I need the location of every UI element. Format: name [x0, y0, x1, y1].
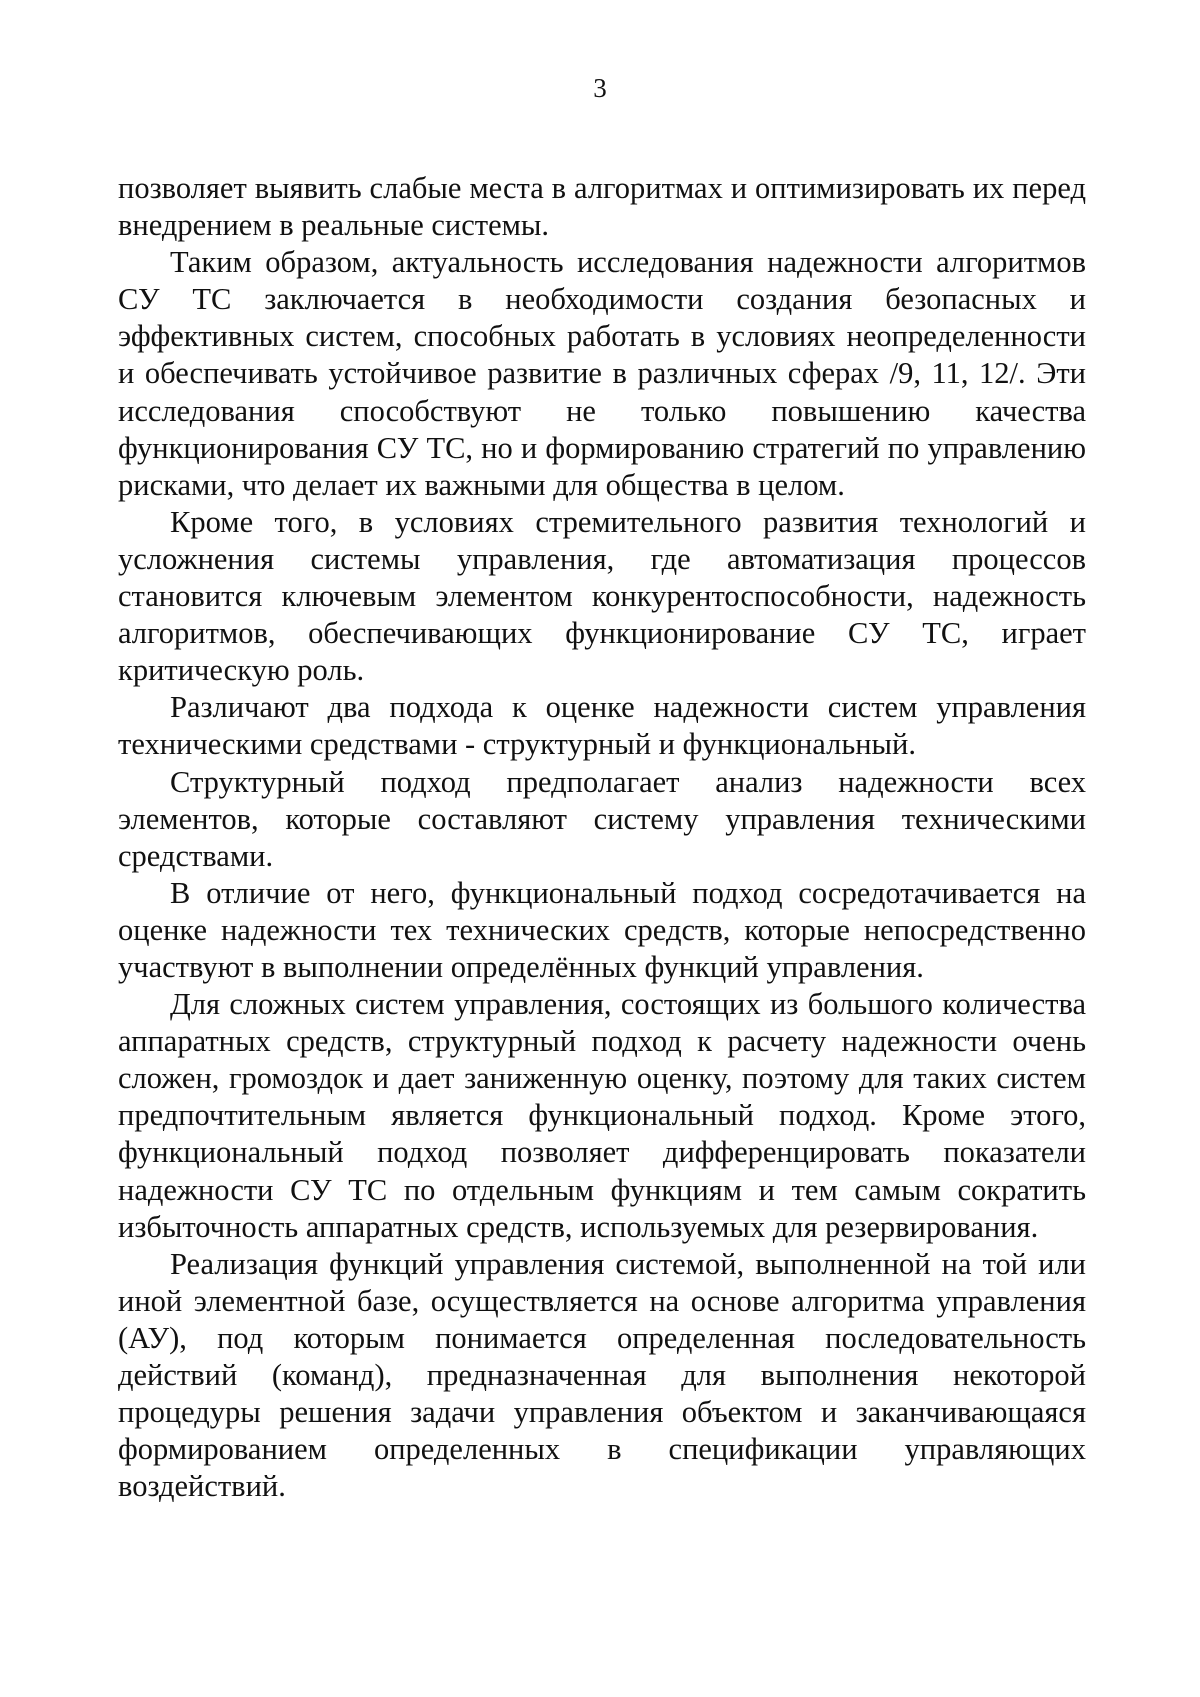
paragraph-actuality: Таким образом, актуальность исследования надежности алгоритмов СУ ТС заключается в необходимости создания безопасных и эффективных систем, способных работать в условиях неопределенности и обеспечивать устойчивое развитие в различных сферах /9, 11, 12/. Эти исследования способствуют не только повышению качества функционирования СУ ТС, но и формированию стратегий по управлению рисками, что делает их важными для общества в целом.: [118, 245, 1086, 502]
page-number: 3: [593, 73, 607, 103]
paragraph-functional-approach: В отличие от него, функциональный подход сосредотачивается на оценке надежности тех технических средств, которые непосредственно участвуют в выполнении определённых функций управления.: [118, 875, 1086, 984]
paragraph-technology: Кроме того, в условиях стремительного развития технологий и усложнения системы управления, где автоматизация процессов становится ключевым элементом конкурентоспособности, надежность алгоритмов, обеспечивающих функционирование СУ ТС, играет критическую роль.: [118, 504, 1086, 688]
paragraph-structural-approach: Структурный подход предполагает анализ надежности всех элементов, которые составляют систему управления техническими средствами.: [118, 764, 1086, 873]
body-text: [118, 170, 1086, 1505]
paragraph-complex-systems: Для сложных систем управления, состоящих из большого количества аппаратных средств, структурный подход к расчету надежности очень сложен, громоздок и дает заниженную оценку, поэтому для таких систем предпочтительным является функциональный подход. Кроме этого, функциональный подход позволяет дифференцировать показатели надежности СУ ТС по отдельным функциям и тем самым сократить избыточность аппаратных средств, используемых для резервирования.: [118, 987, 1086, 1244]
paragraph-continuation: позволяет выявить слабые места в алгоритмах и оптимизировать их перед внедрением в реальные системы.: [118, 171, 1086, 243]
paragraph-control-algorithm: Реализация функций управления системой, выполненной на той или иной элементной базе, осуществляется на основе алгоритма управления (АУ), под которым понимается определенная последовательность действий (команд), предназначенная для выполнения некоторой процедуры решения задачи управления объектом и заканчивающаяся формированием определенных в спецификации управляющих воздействий.: [118, 1246, 1086, 1504]
paragraph-two-approaches: Различают два подхода к оценке надежности систем управления техническими средствами - структурный и функциональный.: [118, 690, 1086, 762]
